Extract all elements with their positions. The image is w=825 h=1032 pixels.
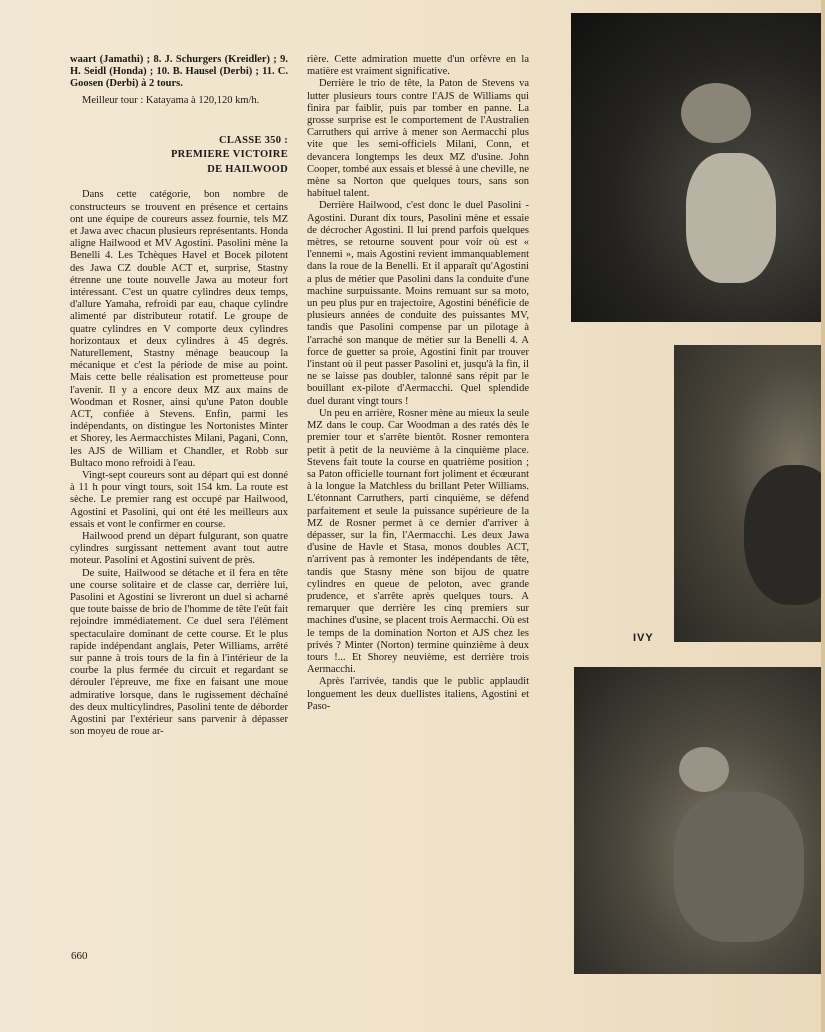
paragraph: De suite, Hailwood se détache et il fera en tête une course solitaire et de classe car, derrière lui, Pasolini et Agostini se livreront un duel si acharné que toute baisse de brio de l'homme de tête l'eût fait rejoindre immédiatement. Ce duel sera l'élément spectaculaire dominant de cette course. Et le plus rapide indépendant anglais, Peter Williams, arrêté sur panne à trois tours de la fin à l'intérieur de la courbe la plus fermée du circuit et regardant se dérouler l'épreuve, me fixe en faisant une moue admirative lorsque, dans le rugissement déchaîné des deux multicylindres, Pasolini tente de déborder Agostini par l'extérieur sans parvenir à dépasser son moyeu de roue ar-: [70, 567, 288, 738]
paragraph: Dans cette catégorie, bon nombre de constructeurs se trouvent en présence et certains ont une équipe de coureurs assez fournie, tels MZ et Jawa avec chacun plusieurs représentants. Honda aligne Hailwood et MV Agostini. Pasolini mène la Benelli 4. Les Tchèques Havel et Bocek pilotent des Jawa CZ double ACT et, surprise, Stastny étrenne une toute nouvelle Jawa au moteur fort intéressant. C'est un quatre cylindres deux temps, d'allure Yamaha, refroidi par eau, chaque cylindre alimenté par distributeur rotatif. Le groupe de quatre cylindres en V comporte deux cylindres horizontaux et deux cylindres à 45 degrés. Naturellement, Stastny ménage beaucoup la mécanique et c'est la période de mise au point. Mais cette belle réalisation est prometteuse pour l'avenir. Il y a encore deux MZ aux mains de Woodman et Rosner, ainsi qu'une Paton double ACT, confiée à Stevens. Enfin, parmi les indépendants, on distingue les Nortonistes Minter et Shorey, les Aermacchistes Milani, Pagani, Conn, les AJS de William et Chandler, et Robb sur Bultaco mono refroidi à l'eau.: [70, 189, 288, 469]
rider-helmet-shape: [679, 747, 729, 792]
page-number: 660: [71, 950, 88, 962]
text-column-right: [307, 54, 529, 713]
paragraph: Derrière Hailwood, c'est donc le duel Pasolini - Agostini. Durant dix tours, Pasolini mène et essaie de décrocher Agostini. Il lui prend parfois quelques mètres, se retourne souvent pour voir où est « l'ennemi », mais Agostini revient immanquablement dans la roue de la Benelli. Et il apparaît qu'Agostini a plus de métier que Pasolini dans la conduite d'une machine surpuissante. Moins remuant sur sa moto, un peu plus pur en trajectoire, Agostini bénéficie de plusieurs années de conduite des puissantes MV, tandis que Pasolini compense par un pilotage à l'arraché son manque de métier sur la Benelli 4. A force de guetter sa proie, Agostini finit par trouver l'instant où il peut passer Pasolini et, jusqu'à la fin, il ne se laisse pas doubler, talonné sans répit par le bouillant ex-pilote d'Aermacchi. Quel splendide duel durant vingt tours !: [307, 200, 529, 407]
heading-line-2: PREMIERE VICTOIRE: [170, 149, 288, 161]
motorcycle-shape: [674, 792, 804, 942]
results-continuation: waart (Jamathi) ; 8. J. Schurgers (Kreidler) ; 9. H. Seidl (Honda) ; 10. B. Hausel (Derbi) ; 11. C. Goosen (Derbi) à 2 tours.: [70, 54, 288, 90]
heading-line-1: CLASSE 350 :: [219, 134, 288, 146]
rider-helmet-shape: [681, 83, 751, 143]
photo-caption: IVY: [633, 632, 654, 644]
paragraph: Derrière le trio de tête, la Paton de Stevens va lutter plusieurs tours contre l'AJS de Williams qui finira par faiblir, puis par tomber en panne. La grosse surprise est le comportement de l'Australien Carruthers qui arrive à mener son Aermacchi plus vite que les semi-officiels Milani, Conn, et devancera longtemps les deux MZ d'usine. John Cooper, tombé aux essais et blessé à une cheville, ne mène sa Norton que quelques tours, sans son habituel talent.: [307, 78, 529, 200]
section-heading: [70, 134, 288, 178]
text-column-left: [70, 54, 288, 738]
paragraph: Après l'arrivée, tandis que le public applaudit longuement les deux duellistes italiens, Agostini et Paso-: [307, 676, 529, 712]
paragraph: Vingt-sept coureurs sont au départ qui est donné à 11 h pour vingt tours, soit 154 km. La route est sèche. Le premier rang est occupé par Hailwood, Agostini et Pasolini, qui ont été les meilleurs aux essais et vont le confirmer en course.: [70, 469, 288, 530]
best-lap: Meilleur tour : Katayama à 120,120 km/h.: [82, 94, 260, 106]
race-photo-hailwood: [571, 13, 825, 322]
paragraph: Un peu en arrière, Rosner mène au mieux la seule MZ dans le coup. Car Woodman a des ratés dès le premier tour et s'arrête bientôt. Rosner remontera petit à petit de la neuvième à la cinquième place. Stevens fait toute la course en quatrième position ; sa Paton officielle tournant fort joliment et écœurant à la longue la Matchless du brillant Peter Williams. L'étonnant Carruthers, parti cinquième, se défend parfaitement et seule la puissance supérieure de la MZ de Rosner permet à ce dernier d'arriver à dépasser, sur la fin, l'Aermacchi. Les deux Jawa d'usine de Havle et Stasa, monos doubles ACT, n'arrivent pas à remonter les indépendants de tête, tandis que Stasny mène son bijou de quatre cylindres en queue de peloton, avec grande prudence, et s'arrête après quelques tours. A remarquer que derrière les cinq premiers sur machines d'usine, se placent trois Aermacchi. Où est le temps de la domination Norton et AJS chez les privés ? Minter (Norton) termine quinzième à deux tours !... Et Shorey neuvième, est derrière trois Aermacchi.: [307, 407, 529, 676]
motorcycle-shape: [744, 465, 825, 605]
race-photo-rider-side: [674, 345, 825, 642]
paragraph: Hailwood prend un départ fulgurant, son quatre cylindres surgissant nettement avant tout autre moteur. Pasolini et Agostini suivent de près.: [70, 531, 288, 567]
heading-line-3: DE HAILWOOD: [207, 163, 288, 175]
page-edge: [821, 0, 825, 1032]
race-photo-rider-six: [574, 667, 825, 974]
paragraph: rière. Cette admiration muette d'un orfèvre en la matière est vraiment significative.: [307, 54, 529, 78]
motorcycle-fairing-shape: [686, 153, 776, 283]
